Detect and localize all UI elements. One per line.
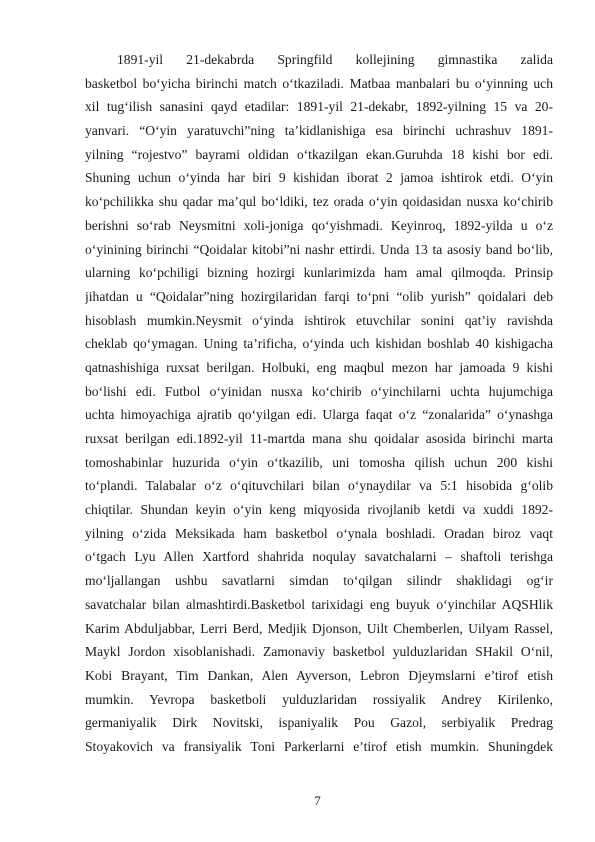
text-line: mo‘ljallangan ushbu savatlarni simdan to‘qilgan silindr shaklidagi og‘ir (85, 573, 553, 589)
body-paragraph (85, 48, 553, 759)
text-line: chiqtilar. Shundan keyin o‘yin keng miqyosida rivojlanib ketdi va xuddi 1892- (85, 502, 553, 518)
text-line: bo‘lishi edi. Futbol o‘yinidan nusxa ko‘chirib o‘yinchilarni uchta hujumchiga (85, 383, 553, 399)
text-line: hisoblash mumkin.Neysmit o‘yinda ishtirok etuvchilar sonini qat’iy ravishda (85, 312, 553, 328)
text-line: basketbol bo‘yicha birinchi match o‘tkaziladi. Matbaa manbalari bu o‘yinning uch (85, 75, 553, 91)
text-line: jihatdan u “Qoidalar”ning hozirgilaridan farqi to‘pni “olib yurish” qoidalari deb (85, 288, 553, 304)
text-line: germaniyalik Dirk Novitski, ispaniyalik Pou Gazol, serbiyalik Predrag (85, 715, 553, 731)
text-line: tomoshabinlar huzurida o‘yin o‘tkazilib, uni tomosha qilish uchun 200 kishi (85, 454, 553, 470)
text-line: qatnashishiga ruxsat berilgan. Holbuki, eng maqbul mezon har jamoada 9 kishi (85, 359, 553, 375)
text-line: ruxsat berilgan edi.1892-yil 11-martda mana shu qoidalar asosida birinchi marta (85, 431, 553, 446)
text-line: uchta himoyachiga ajratib qo‘yilgan edi. Ularga faqat o‘z “zonalarida” o‘ynashga (85, 407, 553, 423)
text-line: xil tug‘ilish sanasini qayd etadilar: 1891-yil 21-dekabr, 1892-yilning 15 va 20- (85, 99, 553, 115)
text-line: cheklab qo‘ymagan. Uning ta’rificha, o‘yinda uch kishidan boshlab 40 kishigacha (85, 336, 553, 352)
text-line: yilning o‘zida Meksikada ham basketbol o‘ynala boshladi. Oradan biroz vaqt (85, 525, 553, 541)
text-line: berishni so‘rab Neysmitni xoli-joniga qo‘yishmadi. Keyinroq, 1892-yilda u o‘z (85, 217, 553, 233)
text-line: to‘plandi. Talabalar o‘z o‘qituvchilari bilan o‘ynaydilar va 5:1 hisobida g‘olib (85, 478, 553, 494)
text-line: 1891-yil 21-dekabrda Springfild kollejining gimnastika zalida (117, 52, 553, 67)
text-line: mumkin. Yevropa basketboli yulduzlaridan rossiyalik Andrey Kirilenko, (85, 691, 553, 707)
page-number: 7 (314, 793, 321, 808)
text-line: o‘tgach Lyu Allen Xartford shahrida noqulay savatchalarni – shaftoli terishga (85, 549, 553, 565)
text-line: ko‘pchilikka shu qadar ma’qul bo‘ldiki, tez orada o‘yin qoidasidan nusxa ko‘chirib (85, 194, 553, 210)
text-line: Karim Abduljabbar, Lerri Berd, Medjik Djonson, Uilt Chemberlen, Uilyam Rassel, (85, 620, 553, 636)
text-line: yanvari. “O‘yin yaratuvchi”ning ta’kidlanishiga esa birinchi uchrashuv 1891- (85, 123, 553, 139)
text-line: savatchalar bilan almashtirdi.Basketbol tarixidagi eng buyuk o‘yinchilar AQSHlik (85, 596, 553, 612)
text-line: Stoyakovich va fransiyalik Toni Parkerlarni e’tirof etish mumkin. Shuningdek (85, 738, 553, 754)
text-line: o‘yinining birinchi “Qoidalar kitobi”ni nashr ettirdi. Unda 13 ta asosiy band bo‘lib, (85, 241, 553, 257)
text-line: Maykl Jordon xisoblanishadi. Zamonaviy basketbol yulduzlaridan SHakil O‘nil, (85, 644, 553, 660)
text-line: yilning “rojestvo” bayrami oldidan o‘tkazilgan ekan.Guruhda 18 kishi bor edi. (85, 146, 553, 162)
text-line: Kobi Brayant, Tim Dankan, Alen Ayverson, Lebron Djeymslarni e’tirof etish (85, 667, 553, 683)
text-line: Shuning uchun o‘yinda har biri 9 kishidan iborat 2 jamoa ishtirok etdi. O‘yin (85, 170, 553, 186)
text-line: ularning ko‘pchiligi bizning hozirgi kunlarimizda ham amal qilmoqda. Prinsip (85, 265, 553, 281)
